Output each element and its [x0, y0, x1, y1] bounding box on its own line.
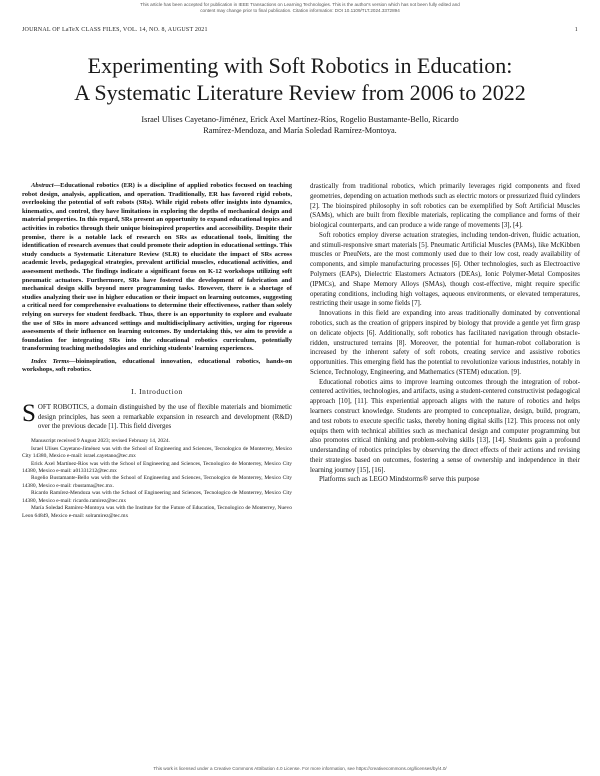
footnote: María Soledad Ramírez-Montoya was with the Institute for the Future of Education, Tecnologico de Monterrey, Nuevo Leon 64849, Mexico e-mail: solramirez@tec.mx [22, 505, 292, 519]
footnote: Erick Axel Martínez-Ríos was with the School of Engineering and Sciences, Tecnologico de Monterrey, Mexico City 14380, Mexico e-mail: a01331212@tec.mx [22, 460, 292, 474]
abstract-label: Abstract [31, 182, 54, 189]
footnote: Israel Ulises Cayetano-Jiménez was with the School of Engineering and Sciences, Tecnologico de Monterrey, Mexico City 14380, Mexico e-mail: israel.cayetano@tec.mx [22, 445, 292, 460]
author-footnotes [22, 438, 292, 520]
page-number: 1 [574, 27, 578, 33]
drop-cap: S [22, 399, 36, 427]
banner-line-2: content may change prior to final publication. Citation information: DOI 10.1109/TLT.2024.3372894 [200, 8, 400, 14]
authors-line-1: Israel Ulises Cayetano-Jiménez, Erick Axel Martínez-Ríos, Rogelio Bustamante-Bello, Ricardo [141, 115, 459, 124]
running-head [22, 27, 578, 33]
body-paragraph: Innovations in this field are expanding into areas traditionally dominated by conventional robotics, such as the creation of grippers inspired by biology that provide a gentle yet firm grasp on delicate objects [6]. Additionally, soft robotics has facilitated navigation through obstacle-ridden, unstructured terrains [8]. Moreover, the potential for human-robot collaboration is increased by the inherent safety of soft robots, creating service and assistive robotics opportunities. This emerging field has the potential to revolutionize various industries, notably in Science, Technology, Engineering, and Mathematics (STEM) education. [9]. [310, 310, 580, 376]
title-line-1: Experimenting with Soft Robotics in Education: [87, 53, 513, 78]
intro-text: , a domain distinguished by the use of flexible materials and biomimetic design principles, has seen a remarkable expansion in research and development (R&D) over the previous decade [1]. This field diverges [37, 403, 292, 431]
authors-line-2: Ramírez-Mendoza, and María Soledad Ramírez-Montoya. [203, 126, 397, 136]
intro-paragraph [22, 399, 292, 432]
banner-line-1: This article has been accepted for publication in IEEE Transactions on Learning Technologies. This is the author's version which has not been fully edited and [140, 2, 460, 7]
index-terms-text: —bioinspiration, educational innovation, educational robotics, hands-on workshops, soft robotics. [22, 357, 292, 374]
body-paragraph: Soft robotics employ diverse actuation strategies, including tendon-driven, fluidic actuation, and stimuli-responsive smart materials [5]. Pneumatic Artificial Muscles (PAMs), like McKibben muscles or PneuNets, are the most commonly used due to their low cost, ready availability of components, and simple manufacturing processes [6]. Other technologies, such as Electroactive Polymers (EAPs), Dielectric Elastomers Actuators (DEAs), Ionic Polymer-Metal Composites (IPMCs), and Shape Memory Alloys (SMAs), though cost-effective, might require specific operating conditions, including high voltages, aqueous environments, or elevated temperatures, restricting their usage in some fields [7]. [310, 231, 580, 308]
left-column [22, 182, 292, 520]
author-list [90, 114, 510, 137]
body-paragraph: Platforms such as LEGO Mindstorms® serve this purpose [319, 476, 480, 484]
license-footer: This work is licensed under a Creative Commons Attribution 4.0 License. For more information, see https://creativecommons.org/licenses/by/4.0/ [153, 766, 447, 771]
footnote: Manuscript received 9 August 2023; revised February 14, 2024. [31, 438, 170, 445]
footnote: Ricardo Ramírez-Mendoza was with the School of Engineering and Sciences, Tecnologico de Monterrey, Mexico City 14380, Mexico e-mail: ricardo.ramirez@tec.mx [22, 490, 292, 504]
paper-title [20, 52, 580, 106]
abstract-text: —Educational robotics (ER) is a discipline of applied robotics focused on teaching robot design, analysis, application, and operation. Traditionally, ER has favored rigid robots, overlooking the potential of soft robots (SRs). While rigid robots offer insights into dynamics, kinematics, and control, they have limitations in exploring the depths of mechanical design and material properties. In this regard, SRs present an opportunity to expand educational topics and activities in robotics through their unique bioinspired properties and accessibility. Despite their promise, there is a notable lack of research on SRs as educational tools, limiting the identification of research avenues that could promote their adoption in educational settings. This study conducts a Systematic Literature Review (SLR) to elucidate the impact of SRs across academic levels, pedagogical strategies, prevalent artificial muscles, educational activities, and assessment methods. The findings indicate a significant focus on K-12 workshops utilizing soft pneumatic actuators. Furthermore, SRs have fostered the development of fabrication and mechanical design skills beyond mere programming tasks. However, there is a shortage of studies analyzing their use in higher education or their impact on learning outcomes, suggesting a critical need for comprehensive evaluations to determine their effectiveness, rather than solely relying on surveys for student feedback. Thus, there is an opportunity to explore and evaluate the use of SRs in more advanced settings and multidisciplinary activities, urging for rigorous assessments of their influence on learning outcomes. By undertaking this, we aim to provide a foundation for integrating SRs into the educational robotics curriculum, potentially transforming teaching methodologies and enriching students' learning experiences. [22, 182, 292, 353]
abstract [22, 182, 292, 354]
section-heading: I. Introduction [131, 387, 183, 397]
body-paragraph: drastically from traditional robotics, which primarily leverages rigid components and fixed geometries, depending on actuation methods such as electric motors or pressurized fluid cylinders [2]. The bioinspired philosophy in soft robotics can be exemplified by Soft Artificial Muscles (SAMs), which are built from flexible materials, replicating the compliance and forms of their biological counterparts, and can produce a wide range of movements [3], [4]. [310, 183, 580, 230]
footnote: Rogelio Bustamante-Bello was with the School of Engineering and Sciences, Tecnologico de Monterrey, Mexico City 14380, Mexico e-mail: rbustama@tec.mx. [22, 475, 292, 489]
index-terms [22, 358, 292, 375]
publication-banner [0, 2, 600, 14]
right-column [310, 182, 580, 485]
body-paragraph: Educational robotics aims to improve learning outcomes through the integration of robot-centered activities, technologies, and artifacts, using a student-centered constructivist pedagogical approach [10], [11]. This experiential approach aligns with the nature of robotics and helps learners construct knowledge. Students are prompted to conceptualize, design, build, program, and test robots to execute specific tasks, thereby honing digital skills [12]. This process not only equips them with technical abilities such as mechanical design and computer programming but also promotes critical thinking and problem-solving skills [13], [14]. Students gain a profound understanding of robotics principles by observing the direct effects of their actions and revising their strategies based on outcomes, fostering a sense of ownership and independence in their learning journey [15], [16]. [310, 378, 580, 474]
journal-name: JOURNAL OF LaTeX CLASS FILES, VOL. 14, NO. 8, AUGUST 2021 [22, 27, 208, 33]
index-terms-label: Index Terms [31, 357, 70, 365]
intro-caps: OFT ROBOTICS [37, 403, 88, 411]
title-line-2: A Systematic Literature Review from 2006 to 2022 [74, 80, 526, 105]
